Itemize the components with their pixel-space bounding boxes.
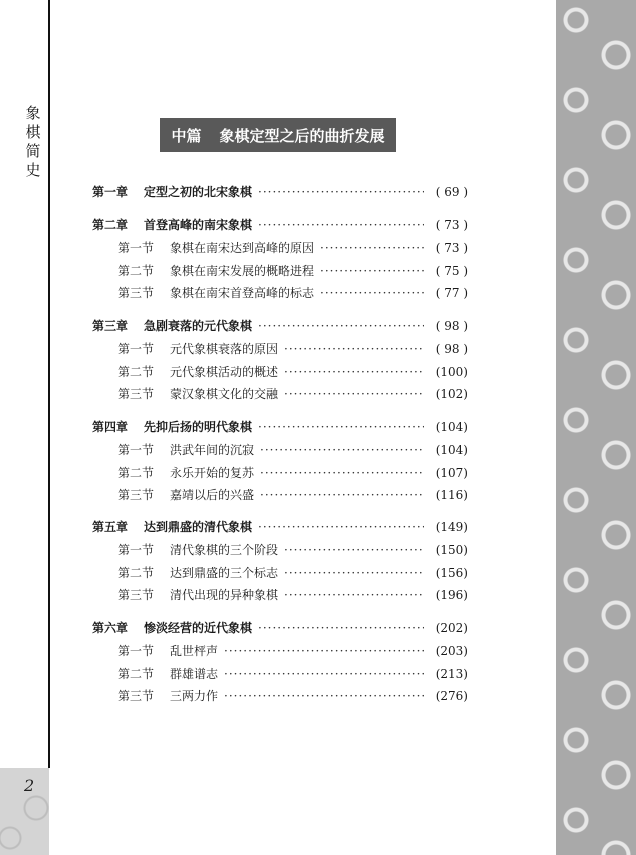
toc-section-row (118, 642, 468, 659)
section-page: ( 98 ) (435, 342, 468, 356)
section-number: 第三节 (118, 689, 155, 703)
chapter-page: (149) (435, 520, 468, 534)
leader-dots (284, 588, 424, 602)
section-number: 第二节 (118, 565, 155, 580)
section-number: 第一节 (118, 443, 155, 457)
section-number: 第三节 (118, 387, 155, 401)
part-banner (160, 118, 396, 152)
toc-section-row (118, 564, 468, 581)
leader-dots (258, 621, 424, 635)
section-page: (150) (435, 543, 468, 557)
leader-dots (258, 520, 424, 534)
section-title: 达到鼎盛的三个标志 (170, 565, 279, 580)
leader-dots (320, 286, 424, 300)
chapter-title: 急剧衰落的元代象棋 (144, 319, 253, 333)
section-page: (102) (435, 387, 468, 401)
chapter-number: 第三章 (92, 319, 129, 333)
section-title: 三两力作 (170, 689, 219, 703)
leader-dots (320, 241, 424, 255)
chapter-page: ( 69 ) (435, 185, 468, 199)
section-number: 第一节 (118, 241, 155, 255)
left-margin-rule (48, 0, 50, 768)
chapter-number: 第一章 (92, 185, 129, 199)
spine-char: 象 (25, 104, 41, 122)
section-title: 清代出现的异种象棋 (170, 588, 279, 602)
leader-dots (284, 387, 424, 401)
spine-title (20, 104, 46, 180)
section-page: (196) (435, 588, 468, 602)
section-title: 永乐开始的复苏 (170, 465, 255, 480)
leader-dots (284, 543, 424, 557)
spine-char: 棋 (25, 123, 41, 141)
section-title: 元代象棋衰落的原因 (170, 342, 279, 356)
toc-section-row (118, 284, 468, 301)
section-title: 嘉靖以后的兴盛 (170, 488, 255, 502)
toc-chapter-row (92, 216, 468, 233)
toc-chapter-row (92, 418, 468, 435)
toc-chapter-row (92, 183, 468, 200)
leader-dots (258, 420, 424, 434)
section-title: 蒙汉象棋文化的交融 (170, 387, 279, 401)
leader-dots (260, 488, 424, 502)
section-number: 第一节 (118, 644, 155, 658)
toc-section-row (118, 239, 468, 256)
section-title: 象棋在南宋达到高峰的原因 (170, 241, 315, 255)
leader-dots (260, 466, 424, 480)
section-title: 洪武年间的沉寂 (170, 443, 255, 457)
chapter-title: 定型之初的北宋象棋 (144, 185, 253, 199)
section-page: (276) (435, 689, 468, 703)
section-number: 第二节 (118, 263, 155, 278)
toc-section-row (118, 665, 468, 682)
chapter-title: 惨淡经营的近代象棋 (144, 621, 253, 635)
toc-chapter-row (92, 317, 468, 334)
leader-dots (284, 342, 424, 356)
chapter-page: ( 98 ) (435, 319, 468, 333)
section-title: 元代象棋活动的概述 (170, 364, 279, 379)
section-page: (104) (435, 443, 468, 457)
section-number: 第一节 (118, 543, 155, 557)
section-page: (156) (435, 565, 468, 580)
toc-section-row (118, 464, 468, 481)
section-title: 清代象棋的三个阶段 (170, 543, 279, 557)
section-title: 群雄谱志 (170, 666, 219, 681)
chapter-page: ( 73 ) (435, 218, 468, 232)
section-page: (203) (435, 644, 468, 658)
toc-section-row (118, 441, 468, 458)
leader-dots (224, 667, 424, 681)
section-page: (116) (435, 488, 468, 502)
spine-char: 史 (25, 161, 41, 179)
section-number: 第三节 (118, 286, 155, 300)
chapter-title: 先抑后扬的明代象棋 (144, 420, 253, 434)
decorative-cloud-pattern (556, 0, 636, 855)
section-title: 象棋在南宋首登高峰的标志 (170, 286, 315, 300)
toc-section-row (118, 541, 468, 558)
page-number: 2 (24, 776, 35, 795)
section-page: ( 77 ) (435, 286, 468, 300)
chapter-number: 第二章 (92, 218, 129, 232)
leader-dots (258, 319, 424, 333)
chapter-number: 第六章 (92, 621, 129, 635)
chapter-title: 达到鼎盛的清代象棋 (144, 520, 253, 534)
leader-dots (260, 443, 424, 457)
toc-section-row (118, 363, 468, 380)
toc-section-row (118, 687, 468, 704)
toc-section-row (118, 262, 468, 279)
leader-dots (320, 264, 424, 278)
chapter-number: 第五章 (92, 520, 129, 534)
leader-dots (258, 218, 424, 232)
toc-section-row (118, 486, 468, 503)
section-number: 第三节 (118, 588, 155, 602)
section-number: 第一节 (118, 342, 155, 356)
section-page: (213) (435, 666, 468, 681)
leader-dots (284, 365, 424, 379)
leader-dots (258, 185, 424, 199)
toc-chapter-row (92, 518, 468, 535)
chapter-title: 首登高峰的南宋象棋 (144, 218, 253, 232)
section-page: (107) (435, 465, 468, 480)
toc-section-row (118, 586, 468, 603)
leader-dots (284, 566, 424, 580)
chapter-page: (104) (435, 420, 468, 434)
section-page: ( 75 ) (435, 263, 468, 278)
toc-section-row (118, 340, 468, 357)
section-page: ( 73 ) (435, 241, 468, 255)
part-title: 象棋定型之后的曲折发展 (219, 126, 385, 145)
section-number: 第二节 (118, 666, 155, 681)
part-label: 中篇 (171, 126, 202, 145)
section-number: 第二节 (118, 465, 155, 480)
section-number: 第三节 (118, 488, 155, 502)
chapter-number: 第四章 (92, 420, 129, 434)
section-page: (100) (435, 364, 468, 379)
section-title: 象棋在南宋发展的概略进程 (170, 263, 315, 278)
leader-dots (224, 644, 424, 658)
chapter-page: (202) (435, 621, 468, 635)
section-title: 乱世枰声 (170, 644, 219, 658)
spine-char: 简 (25, 142, 41, 160)
section-number: 第二节 (118, 364, 155, 379)
leader-dots (224, 689, 424, 703)
toc-chapter-row (92, 619, 468, 636)
toc-section-row (118, 385, 468, 402)
